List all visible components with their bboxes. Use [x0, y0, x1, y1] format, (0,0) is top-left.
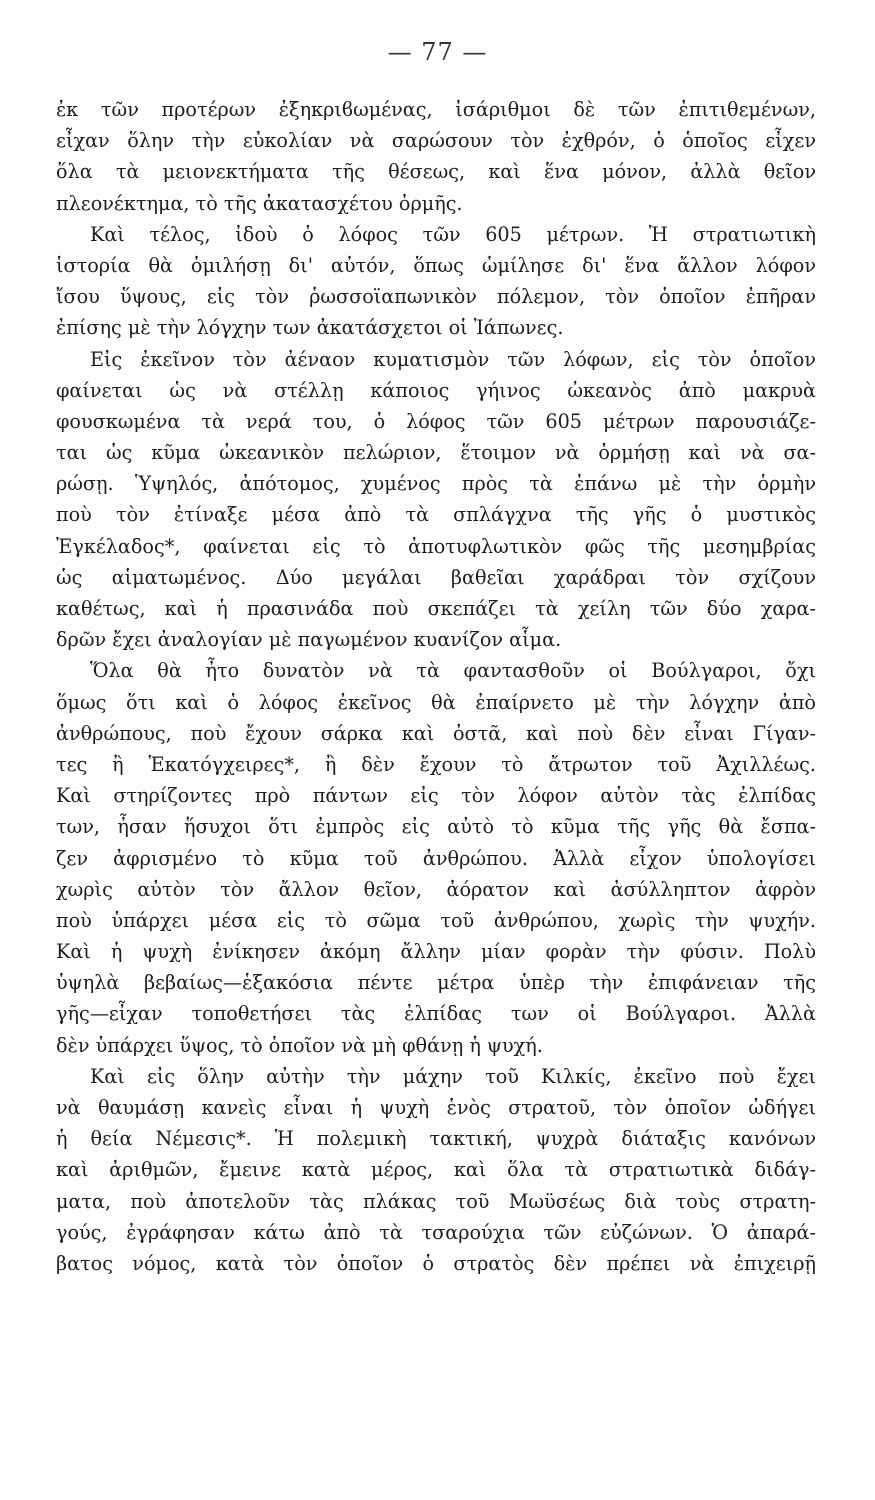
- text-line: Καὶ στηρίζοντες πρὸ πάντων εἰς τὸν λόφον αὐτὸν τὰς ἐλπίδας: [56, 784, 816, 808]
- page-number: — 77 —: [387, 38, 488, 66]
- text-line: πλεονέκτημα, τὸ τῆς ἀκατασχέτου ὁρμῆς.: [56, 191, 463, 215]
- text-line: ποὺ τὸν ἐτίναξε μέσα ἀπὸ τὰ σπλάγχνα τῆς γῆς ὁ μυστικὸς: [56, 503, 816, 527]
- text-line: ζεν ἀφρισμένο τὸ κῦμα τοῦ ἀνθρώπου. Ἀλλὰ εἶχον ὑπολογίσει: [56, 846, 816, 870]
- text-line: Ὅλα θὰ ἦτο δυνατὸν νὰ τὰ φαντασθοῦν οἱ Βούλγαροι, ὄχι: [90, 659, 816, 683]
- text-line: ματα, ποὺ ἀποτελοῦν τὰς πλάκας τοῦ Μωϋσέως διὰ τοὺς στρατη-: [56, 1189, 816, 1213]
- text-line: ἀνθρώπους, ποὺ ἔχουν σάρκα καὶ ὀστᾶ, καὶ ποὺ δὲν εἶναι Γίγαν-: [56, 721, 816, 745]
- text-line: γούς, ἐγράφησαν κάτω ἀπὸ τὰ τσαρούχια τῶν εὐζώνων. Ὁ ἀπαρά-: [56, 1220, 816, 1244]
- text-line: Καὶ εἰς ὅλην αὐτὴν τὴν μάχην τοῦ Κιλκίς, ἐκεῖνο ποὺ ἔχει: [90, 1064, 816, 1088]
- text-line: των, ἦσαν ἥσυχοι ὅτι ἐμπρὸς εἰς αὐτὸ τὸ κῦμα τῆς γῆς θὰ ἔσπα-: [56, 815, 816, 839]
- text-line: ποὺ ὑπάρχει μέσα εἰς τὸ σῶμα τοῦ ἀνθρώπου, χωρὶς τὴν ψυχήν.: [56, 908, 816, 932]
- text-line: ἐπίσης μὲ τὴν λόγχην των ἀκατάσχετοι οἱ Ἰάπωνες.: [56, 316, 564, 340]
- text-line: ὡς αἱματωμένος. Δύο μεγάλαι βαθεῖαι χαράδραι τὸν σχίζουν: [56, 565, 816, 589]
- text-line: ὅλα τὰ μειονεκτήματα τῆς θέσεως, καὶ ἕνα μόνον, ἀλλὰ θεῖον: [56, 160, 816, 184]
- text-line: ρώσῃ. Ὑψηλός, ἀπότομος, χυμένος πρὸς τὰ ἐπάνω μὲ τὴν ὁρμὴν: [56, 472, 816, 496]
- text-line: χωρὶς αὐτὸν τὸν ἄλλον θεῖον, ἀόρατον καὶ ἀσύλληπτον ἀφρὸν: [56, 877, 816, 901]
- text-line: ὅμως ὅτι καὶ ὁ λόφος ἐκεῖνος θὰ ἐπαίρνετο μὲ τὴν λόγχην ἀπὸ: [56, 690, 816, 714]
- text-line: ἴσου ὕψους, εἰς τὸν ῥωσσοϊαπωνικὸν πόλεμον, τὸν ὁποῖον ἐπῆραν: [56, 285, 816, 309]
- text-line: εἶχαν ὅλην τὴν εὐκολίαν νὰ σαρώσουν τὸν ἐχθρόν, ὁ ὁποῖος εἶχεν: [56, 129, 816, 153]
- text-line: ὑψηλὰ βεβαίως—ἑξακόσια πέντε μέτρα ὑπὲρ τὴν ἐπιφάνειαν τῆς: [56, 971, 816, 995]
- text-line: ἱστορία θὰ ὁμιλήσῃ δι' αὐτόν, ὅπως ὡμίλησε δι' ἕνα ἄλλον λόφον: [56, 253, 816, 277]
- text-line: Εἰς ἐκεῖνον τὸν ἀέναον κυματισμὸν τῶν λόφων, εἰς τὸν ὁποῖον: [90, 347, 816, 371]
- text-line: ἡ θεία Νέμεσις*. Ἡ πολεμικὴ τακτική, ψυχρὰ διάταξις κανόνων: [56, 1127, 816, 1151]
- text-line: γῆς—εἶχαν τοποθετήσει τὰς ἐλπίδας των οἱ Βούλγαροι. Ἀλλὰ: [56, 1002, 816, 1026]
- text-line: φαίνεται ὡς νὰ στέλλῃ κάποιος γήινος ὠκεανὸς ἀπὸ μακρυὰ: [56, 378, 816, 402]
- text-line: δρῶν ἔχει ἀναλογίαν μὲ παγωμένον κυανίζον αἷμα.: [56, 628, 562, 652]
- text-line: Καὶ ἡ ψυχὴ ἐνίκησεν ἀκόμη ἄλλην μίαν φορὰν τὴν φύσιν. Πολὺ: [56, 940, 816, 964]
- text-line: φουσκωμένα τὰ νερά του, ὁ λόφος τῶν 605 μέτρων παρουσιάζε-: [56, 409, 816, 433]
- text-line: καθέτως, καὶ ἡ πρασινάδα ποὺ σκεπάζει τὰ χείλη τῶν δύο χαρα-: [56, 597, 816, 620]
- text-line: νὰ θαυμάσῃ κανεὶς εἶναι ἡ ψυχὴ ἑνὸς στρατοῦ, τὸν ὁποῖον ὡδήγει: [56, 1096, 816, 1119]
- text-line: βατος νόμος, κατὰ τὸν ὁποῖον ὁ στρατὸς δὲν πρέπει νὰ ἐπιχειρῇ: [56, 1251, 816, 1275]
- text-line: Ἐγκέλαδος*, φαίνεται εἰς τὸ ἀποτυφλωτικὸν φῶς τῆς μεσημβρίας: [56, 534, 816, 558]
- text-line: δὲν ὑπάρχει ὕψος, τὸ ὁποῖον νὰ μὴ φθάνῃ ἡ ψυχή.: [56, 1033, 543, 1057]
- text-line: ται ὡς κῦμα ὠκεανικὸν πελώριον, ἕτοιμον νὰ ὁρμήσῃ καὶ νὰ σα-: [56, 441, 816, 465]
- text-line: Καὶ τέλος, ἰδοὺ ὁ λόφος τῶν 605 μέτρων. Ἡ στρατιωτικὴ: [90, 222, 816, 246]
- body-text: [56, 94, 816, 1279]
- text-line: τες ἢ Ἑκατόγχειρες*, ἢ δὲν ἔχουν τὸ ἄτρωτον τοῦ Ἀχιλλέως.: [56, 752, 816, 776]
- text-line: ἐκ τῶν προτέρων ἐξηκριϐωμένας, ἰσάριθμοι δὲ τῶν ἐπιτιθεμένων,: [56, 98, 816, 121]
- text-line: καὶ ἀριθμῶν, ἔμεινε κατὰ μέρος, καὶ ὅλα τὰ στρατιωτικὰ διδάγ-: [56, 1158, 816, 1182]
